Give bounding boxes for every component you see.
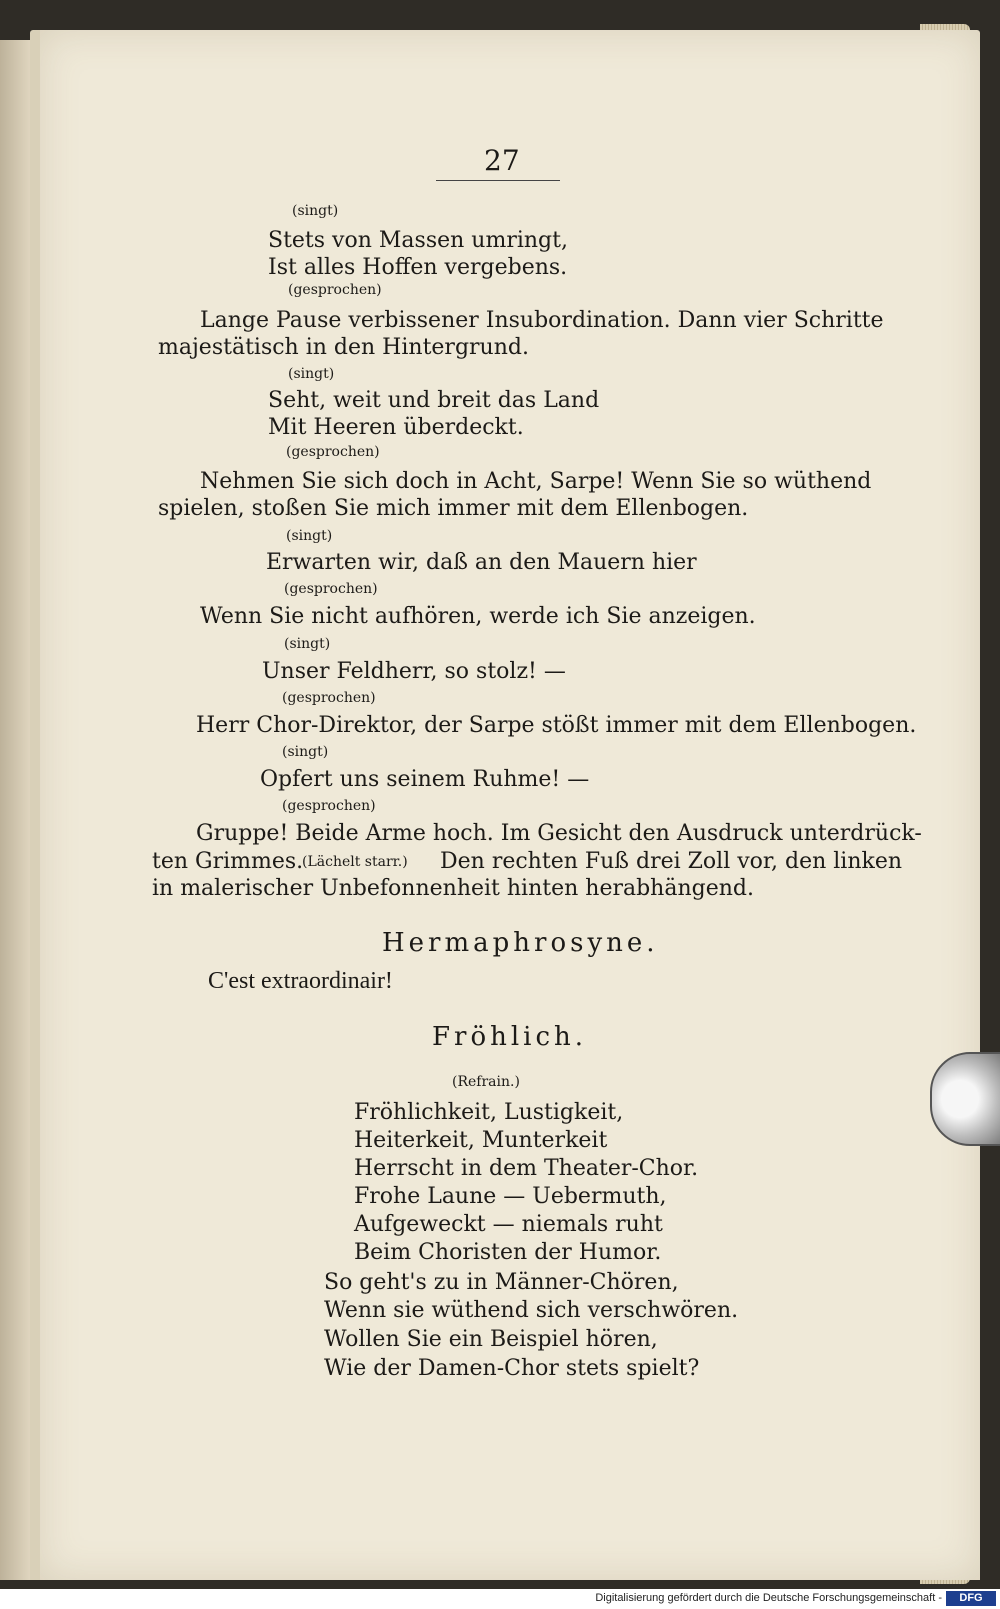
page-clip [930,1052,1000,1146]
dfg-logo: DFG [946,1591,996,1606]
refrain-line: Frohe Laune — Uebermuth, [354,1184,667,1209]
footer-credit: Digitalisierung gefördert durch die Deutsche Forschungsgemeinschaft - [595,1592,942,1604]
refrain-line: Wollen Sie ein Beispiel hören, [324,1327,658,1352]
stage-direction: (singt) [292,203,339,219]
stage-direction: (singt) [282,744,329,760]
verse-line: Seht, weit und breit das Land [268,388,600,413]
verse-line: Opfert uns seinem Ruhme! — [260,767,590,792]
prose-line: Herr Chor-Direktor, der Sarpe stößt immer mit dem Ellenbogen. [196,713,917,738]
page-number-rule [436,180,560,181]
prose-line: Nehmen Sie sich doch in Acht, Sarpe! Wenn Sie so wüthend [200,469,872,494]
refrain-line: Herrscht in dem Theater-Chor. [354,1156,699,1181]
verse-line: Mit Heeren überdeckt. [268,415,524,440]
page-number: 27 [484,144,520,177]
prose-line: Lange Pause verbissener Insubordination. Dann vier Schritte [200,308,884,333]
prose-line: Wenn Sie nicht aufhören, werde ich Sie anzeigen. [200,604,756,629]
refrain-line: Beim Choristen der Humor. [354,1240,662,1265]
stage-direction: (gesprochen) [282,690,376,706]
speaker-heading: Fröhlich. [432,1022,588,1052]
verse-line: Unser Feldherr, so stolz! — [262,659,566,684]
stage-direction: (gesprochen) [288,282,382,298]
stage-direction: (gesprochen) [286,444,380,460]
stage-direction: (singt) [286,528,333,544]
stage-direction: (singt) [284,636,331,652]
speech-line: C'est extraordinair! [208,968,393,994]
prose-line: majestätisch in den Hintergrund. [158,335,529,360]
stage-direction: (Lächelt starr.) [302,854,408,870]
refrain-line: Heiterkeit, Munterkeit [354,1128,608,1153]
stage-direction: (gesprochen) [282,798,376,814]
prose-line: Gruppe! Beide Arme hoch. Im Gesicht den Ausdruck unterdrück- [196,821,922,846]
refrain-line: Fröhlichkeit, Lustigkeit, [354,1100,624,1125]
refrain-line: Wie der Damen-Chor stets spielt? [324,1356,700,1381]
verse-line: Ist alles Hoffen vergebens. [268,255,568,280]
refrain-line: So geht's zu in Männer-Chören, [324,1270,679,1295]
stage-direction: (singt) [288,366,335,382]
refrain-line: Aufgeweckt — niemals ruht [354,1212,663,1237]
prose-line: Den rechten Fuß drei Zoll vor, den linken [440,849,903,874]
stage-direction: (gesprochen) [284,581,378,597]
stage-direction: (Refrain.) [452,1074,520,1090]
speaker-heading: Hermaphrosyne. [382,928,659,958]
verse-line: Erwarten wir, daß an den Mauern hier [266,550,697,575]
refrain-line: Wenn sie wüthend sich verschwören. [324,1298,739,1323]
digitization-footer [0,1589,1000,1609]
verse-line: Stets von Massen umringt, [268,228,568,253]
prose-line: in malerischer Unbefonnenheit hinten herabhängend. [152,876,754,901]
prose-line: spielen, stoßen Sie mich immer mit dem Ellenbogen. [158,496,749,521]
prose-line: ten Grimmes. [152,849,304,874]
